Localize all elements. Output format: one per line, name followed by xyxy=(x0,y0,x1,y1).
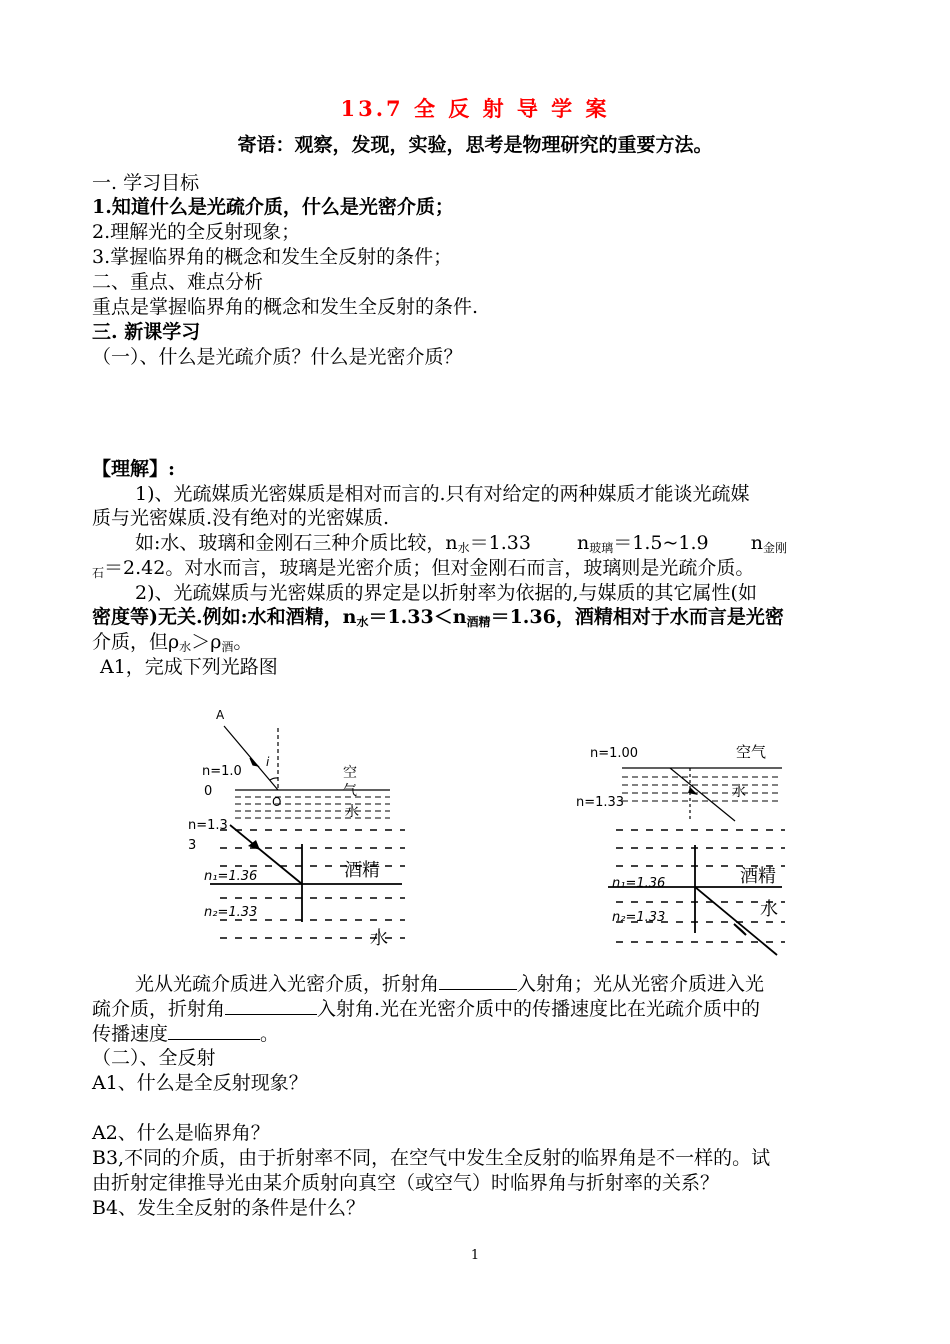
a1-task: A1，完成下列光路图 xyxy=(100,656,278,678)
ray-right-bottom xyxy=(695,887,777,955)
page-title: 13.7 全 反 射 导 学 案 xyxy=(340,96,610,121)
point2-line3-b: ＞ρ xyxy=(191,631,222,653)
understand-label: 【理解】: xyxy=(92,458,176,480)
diagram-right xyxy=(570,735,800,965)
incident-ray-left xyxy=(224,726,278,790)
fill2-a: 疏介质，折射角 xyxy=(92,998,226,1020)
air-left-2: 气 xyxy=(343,783,357,799)
point2-sub-alc2: 酒 xyxy=(221,640,234,654)
section2-heading: 二、重点、难点分析 xyxy=(92,271,264,293)
upper-water-hatching-left xyxy=(235,797,390,818)
water-bottom-left: 水 xyxy=(370,928,388,949)
point1-line1: 1)、光疏媒质光密媒质是相对而言的.只有对给定的两种媒质才能谈光疏媒 xyxy=(135,483,750,505)
example-line2-text: ＝2.42。对水而言，玻璃是光密介质；但对金刚石而言，玻璃则是光疏介质。 xyxy=(104,557,755,579)
air-right: 空气 xyxy=(736,743,767,761)
upper-water-hatching-right xyxy=(622,777,782,801)
n-water-left-1: n=1.3 xyxy=(188,818,228,833)
point2-line2-a: 密度等)无关.例如:水和酒精，n xyxy=(92,606,357,628)
water-bottom-right: 水 xyxy=(760,899,778,920)
motto: 寄语：观察，发现，实验，思考是物理研究的重要方法。 xyxy=(237,134,713,156)
example-glass-n: n xyxy=(577,532,590,554)
page-number: 1 xyxy=(470,1248,480,1263)
alcohol-right: 酒精 xyxy=(740,866,776,887)
example-glass-value: ＝1.5~1.9 xyxy=(613,532,709,554)
example-diamond-sub2: 石 xyxy=(92,566,105,580)
fill-line1 xyxy=(135,971,764,996)
question-b4: B4、发生全反射的条件是什么？ xyxy=(92,1197,366,1219)
part2-heading: （二）、全反射 xyxy=(92,1047,216,1069)
label-i: i xyxy=(266,755,270,769)
part1-question: （一）、什么是光疏介质？什么是光密介质？ xyxy=(92,346,463,368)
diagram-left xyxy=(180,700,420,960)
n-water-right: n=1.33 xyxy=(576,795,625,810)
n2-left: n₂=1.33 xyxy=(204,905,258,920)
question-a2: A2、什么是临界角？ xyxy=(92,1122,270,1144)
point2-sub-water: 水 xyxy=(356,615,369,629)
section1-heading: 一. 学习目标 xyxy=(92,172,200,194)
section2-text: 重点是掌握临界角的概念和发生全反射的条件. xyxy=(92,296,479,318)
example-water-text: 如:水、玻璃和金刚石三种介质比较，n xyxy=(135,532,458,554)
blank-2[interactable] xyxy=(225,996,317,1015)
arrow-head-left xyxy=(250,758,258,766)
question-a1: A1、什么是全反射现象？ xyxy=(92,1072,308,1094)
point2-line2-b: ＝1.33＜n xyxy=(368,606,467,628)
fill1-a: 光从光疏介质进入光密介质，折射角 xyxy=(135,973,440,995)
point2-sub-alcohol: 酒精 xyxy=(466,615,491,629)
goal-2: 2.理解光的全反射现象； xyxy=(92,221,301,243)
fill3-a: 传播速度 xyxy=(92,1023,169,1045)
air-left-1: 空 xyxy=(343,765,357,781)
goal-1: 1.知道什么是光疏介质，什么是光密介质； xyxy=(92,196,454,218)
n-air-right: n=1.00 xyxy=(590,746,639,761)
example-diamond-n: n xyxy=(750,532,763,554)
point2-line3-end: 。 xyxy=(233,631,253,653)
n1-right: n₁=1.36 xyxy=(612,876,666,891)
label-o: O xyxy=(272,795,282,809)
n-air-left-1: n=1.0 xyxy=(202,764,242,779)
fill-line2 xyxy=(92,996,760,1021)
question-b3-line2: 由折射定律推导光由某介质射向真空（或空气）时临界角与折射率的关系？ xyxy=(92,1172,720,1194)
fill2-b: 入射角.光在光密介质中的传播速度比在光疏介质中的 xyxy=(317,998,761,1020)
blank-3[interactable] xyxy=(168,1021,260,1040)
example-water-value: ＝1.33 xyxy=(469,532,531,554)
fill3-b: 。 xyxy=(260,1023,280,1045)
angle-arc-left xyxy=(270,778,278,780)
example-water-sub: 水 xyxy=(457,541,470,555)
water-top-right: 水 xyxy=(732,784,746,800)
blank-1[interactable] xyxy=(439,971,517,990)
ray-right-top xyxy=(670,768,735,821)
n2-right: n₂=1.33 xyxy=(612,910,666,925)
point2-line2-c: ＝1.36，酒精相对于水而言是光密 xyxy=(490,606,784,628)
n-water-left-2: 3 xyxy=(188,838,197,853)
n-air-left-2: 0 xyxy=(204,784,213,799)
example-diamond-sub: 金刚 xyxy=(762,541,787,555)
point2-line3-a: 介质，但ρ xyxy=(92,631,180,653)
goal-3: 3.掌握临界角的概念和发生全反射的条件； xyxy=(92,246,453,268)
point1-line2: 质与光密媒质.没有绝对的光密媒质. xyxy=(92,507,390,529)
water-top-left: 水 xyxy=(345,804,359,820)
point2-line1-text: 2)、光疏媒质与光密媒质的界定是以折射率为依据的,与媒质的其它属性(如 xyxy=(135,582,757,604)
section3-heading: 三. 新课学习 xyxy=(92,321,201,343)
point2-line1 xyxy=(135,581,757,605)
question-b3-line1: B3,不同的介质，由于折射率不同，在空气中发生全反射的临界角是不一样的。试 xyxy=(92,1147,771,1169)
arrow-right-bottom xyxy=(734,924,746,935)
label-a: A xyxy=(216,708,225,722)
fill-line3 xyxy=(92,1021,279,1046)
fill1-b: 入射角；光从光密介质进入光 xyxy=(517,973,765,995)
point2-sub-water2: 水 xyxy=(179,640,192,654)
example-glass-sub: 玻璃 xyxy=(589,541,614,555)
alcohol-left: 酒精 xyxy=(344,860,380,881)
n1-left: n₁=1.36 xyxy=(204,869,258,884)
